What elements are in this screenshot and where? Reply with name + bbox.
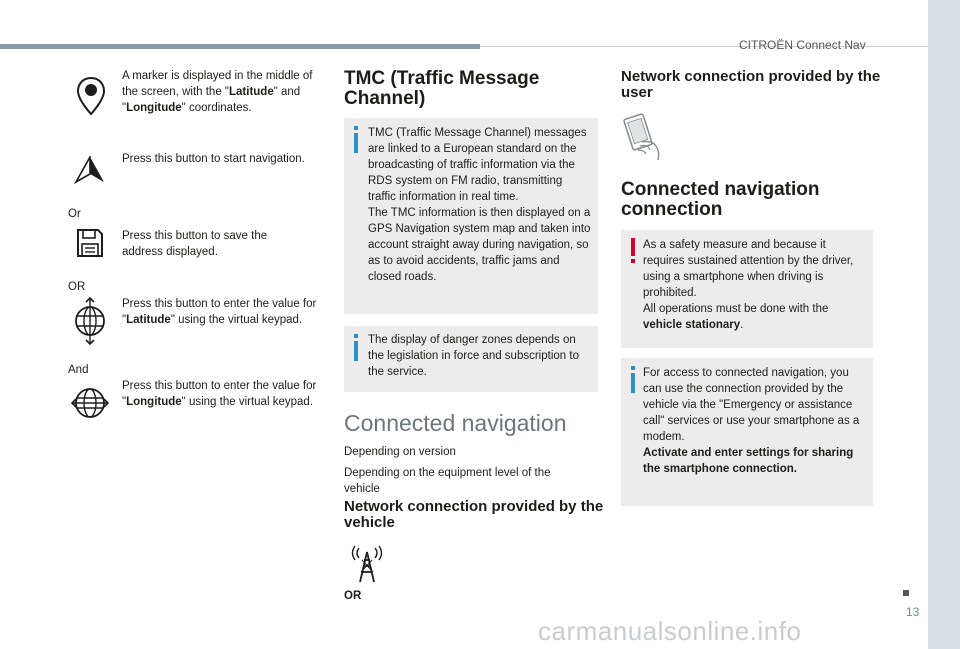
danger-info-text: The display of danger zones depends on the legislation in force and subscription to the service. [368,334,579,378]
network-vehicle-title: Network connection provided by the vehicle [344,498,604,531]
smartphone-hand-icon [622,112,668,162]
navigation-arrow-icon[interactable] [74,156,106,184]
save-icon[interactable] [76,228,104,258]
warning-icon [631,238,635,256]
globe-latitude-icon[interactable] [70,296,110,346]
longitude-entry-text: Press this button to enter the value for "Longitude" using the virtual keypad. [122,380,317,408]
depending-version-text: Depending on version [344,446,456,458]
antenna-icon [350,544,384,584]
or-label-2: OR [68,281,86,293]
connected-navigation-title: Connected navigation [344,410,567,436]
page-header: CITROËN Connect Nav [739,38,866,52]
access-info-box [621,358,873,506]
end-marker [903,590,909,596]
warning-box [621,230,873,348]
and-label: And [68,364,89,376]
marker-description: A marker is displayed in the middle of the screen, with the "Latitude" and "Longitude" coordinates. [122,70,313,114]
start-navigation-text: Press this button to start navigation. [122,153,305,165]
watermark: carmanualsonline.info [538,616,802,646]
top-rule [0,44,480,49]
save-address-text: Press this button to save the address displayed. [122,230,268,258]
access-text: For access to connected navigation, you can use the connection provided by the vehicle via the "Emergency or assistance call" services or use your smartphone as a modem. Activate and enter settings for sharing the smartphone connection. [643,367,860,475]
or-label-1: Or [68,208,81,220]
info-icon [631,366,635,370]
warning-text: As a safety measure and because it requires sustained attention by the driver, using a smartphone when driving is prohibited. All operations must be done with the vehicle stationary. [643,239,854,331]
tmc-info-box [344,118,598,314]
depending-equipment-text: Depending on the equipment level of the vehicle [344,467,551,495]
info-icon [354,334,358,338]
side-strip [928,0,960,649]
map-pin-icon [76,76,106,116]
danger-info-box [344,326,598,392]
page-number: 13 [906,605,920,619]
or-label-bold: OR [344,590,362,602]
tmc-info-text: TMC (Traffic Message Channel) messages are linked to a European standard on the broadcasting of traffic information via the RDS system on FM radio, transmitting traffic information in real time. The TMC information is then displayed on a GPS Navigation system map and taken into account straight away during navigation, so as to avoid accidents, traffic jams and closed roads. [368,127,591,283]
connected-nav-connection-title: Connected navigation connection [621,179,820,220]
tmc-title: TMC (Traffic Message Channel) [344,68,540,109]
globe-longitude-icon[interactable] [70,378,110,428]
network-user-title: Network connection provided by the user [621,68,881,101]
latitude-entry-text: Press this button to enter the value for "Latitude" using the virtual keypad. [122,298,317,326]
info-icon [354,126,358,130]
